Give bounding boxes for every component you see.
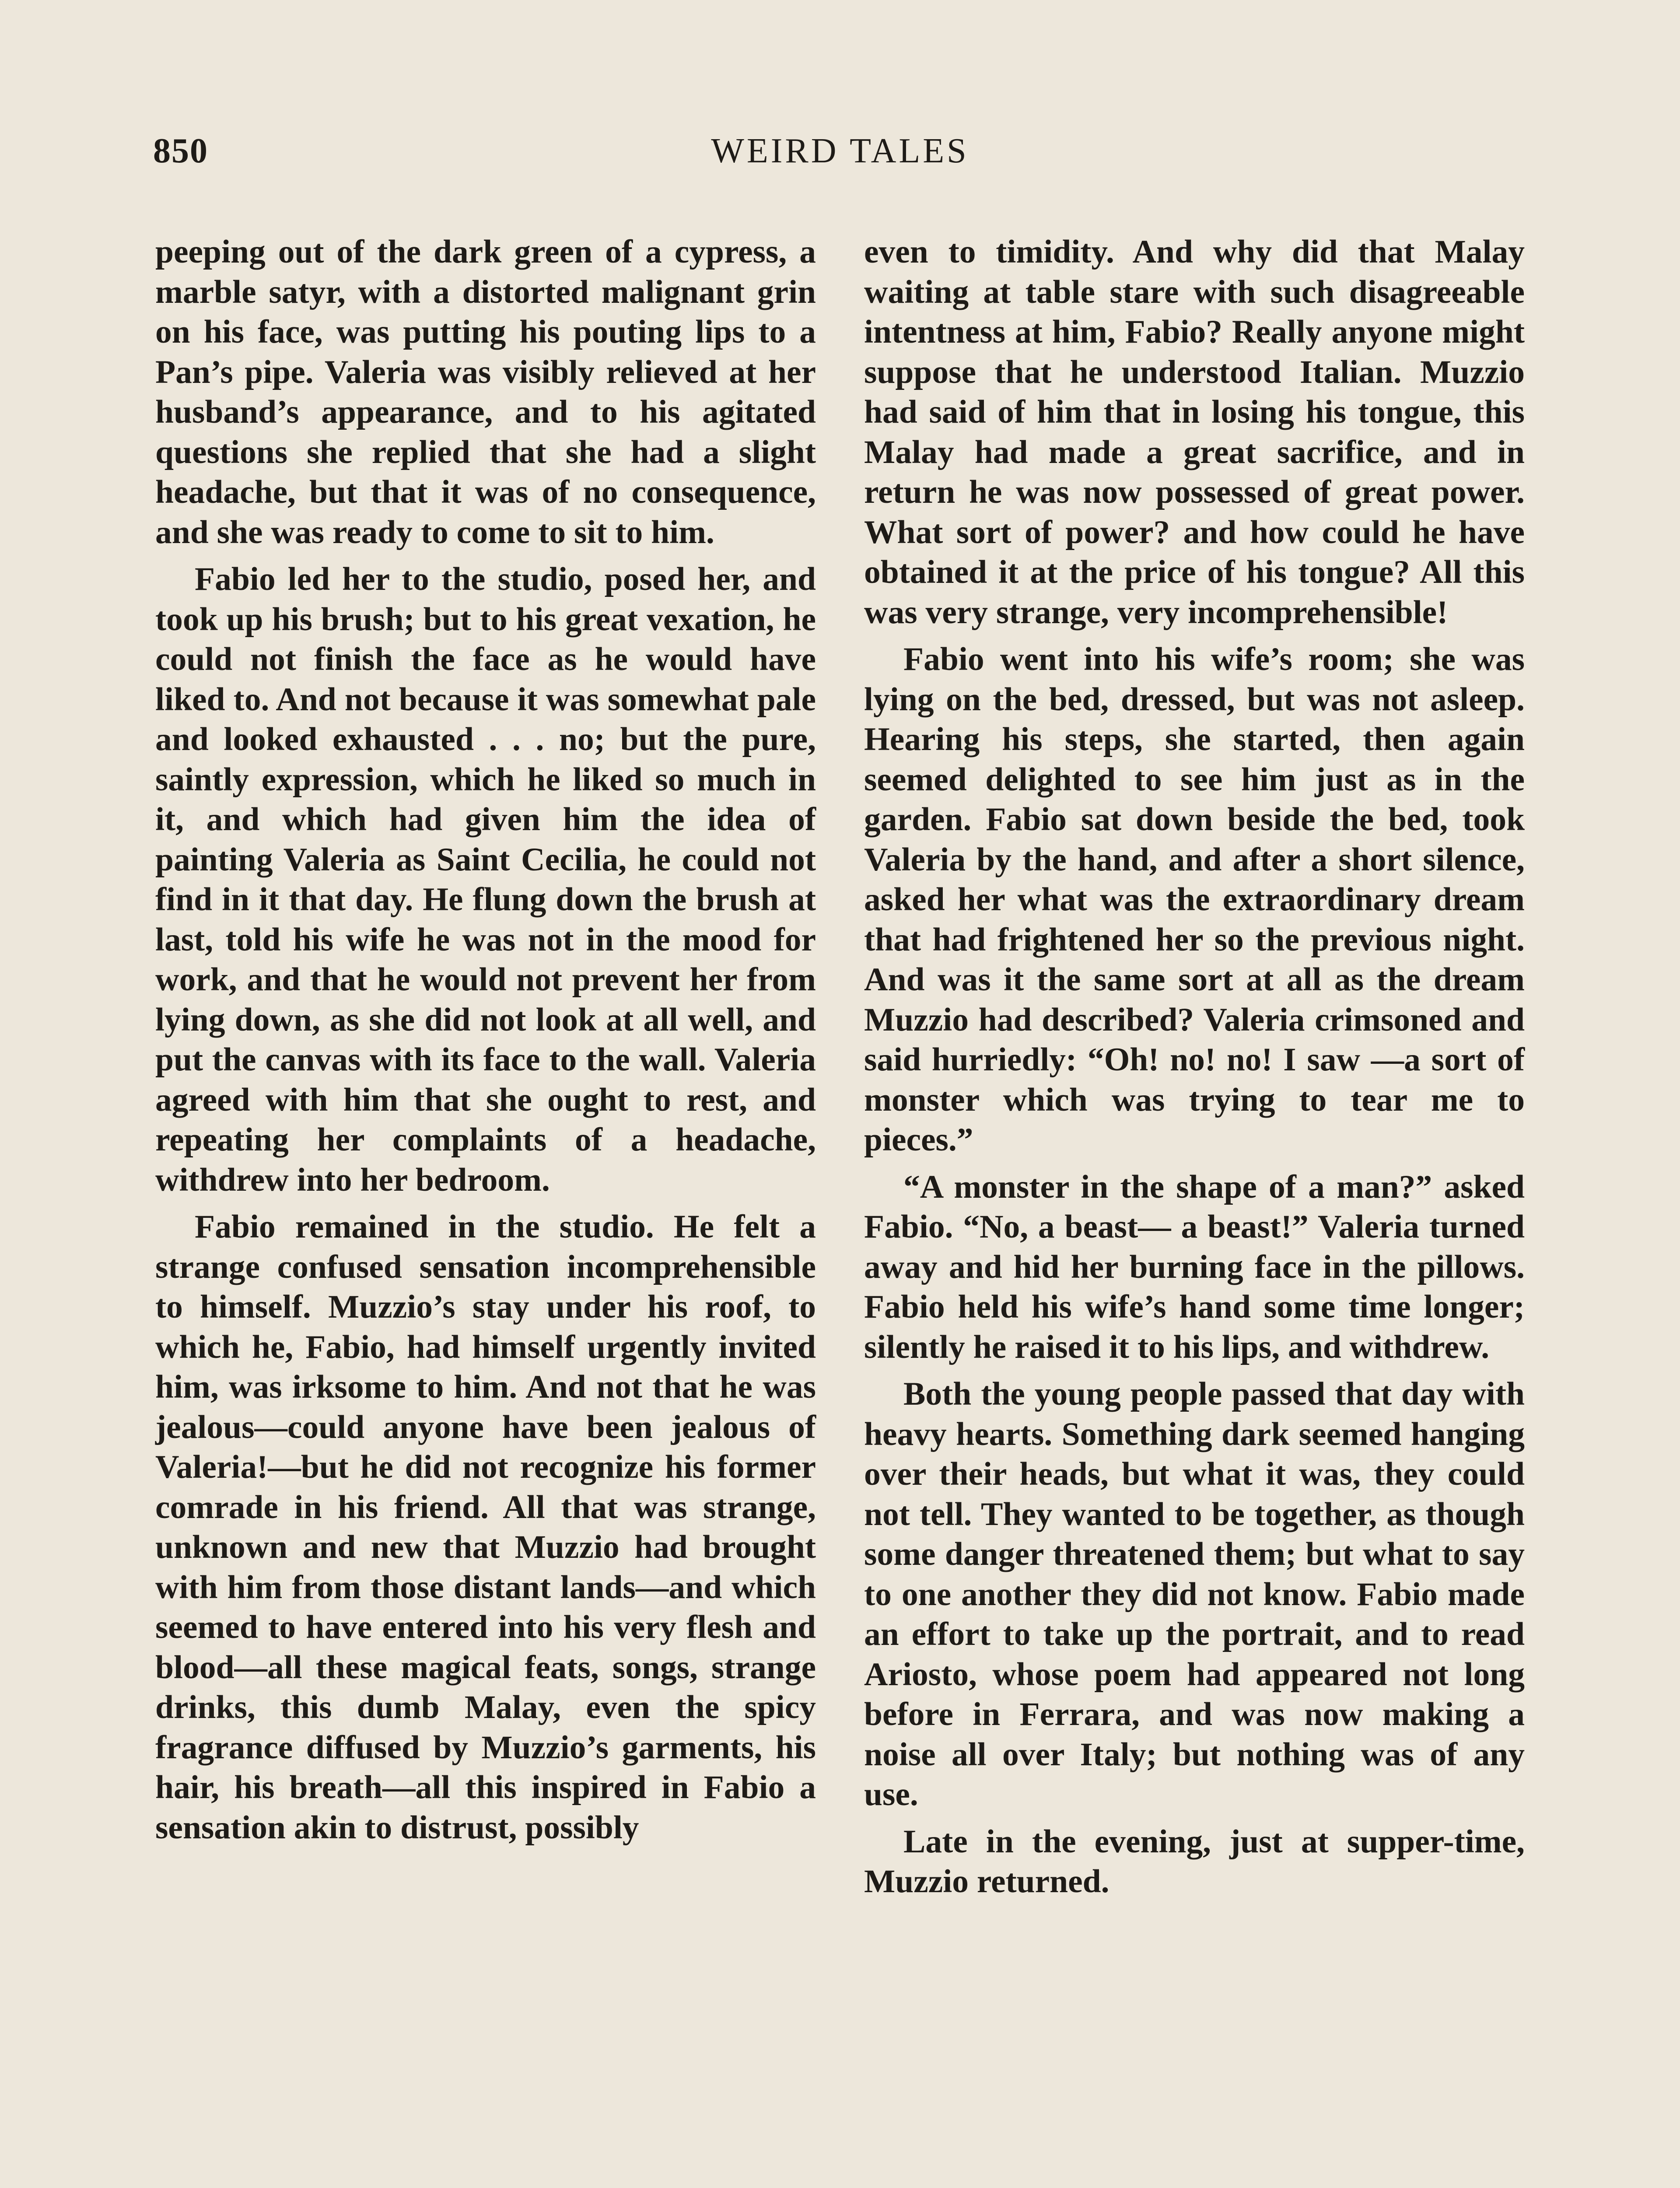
left-column [155, 232, 816, 1855]
page-number: 850 [153, 132, 208, 170]
paragraph: “A monster in the shape of a man?” asked Fabio. “No, a beast— a beast!” Valeria turned away and hid her burning face in the pillows. Fabio held his wife’s hand some time longer; silently he raised it to his lips, and withdrew. [864, 1168, 1525, 1365]
paragraph: Fabio led her to the studio, posed her, and took up his brush; but to his great vexation, he could not finish the face as he would have liked to. And not because it was somewhat pale and looked exhausted . . . no; but the pure, saintly expression, which he liked so much in it, and which had given him the idea of painting Valeria as Saint Cecilia, he could not find in it that day. He flung down the brush at last, told his wife he was not in the mood for work, and that he would not prevent her from lying down, as she did not look at all well, and put the canvas with its face to the wall. Valeria agreed with him that she ought to rest, and repeating her complaints of a headache, withdrew into her bedroom. [155, 561, 816, 1198]
page-header [153, 131, 1527, 179]
right-column [864, 232, 1525, 1909]
paragraph: Both the young people passed that day with heavy hearts. Something dark seemed hanging over their heads, but what it was, they could not tell. They wanted to be together, as though some danger threatened them; but what to say to one another they did not know. Fabio made an effort to take up the portrait, and to read Ariosto, whose poem had appeared not long before in Ferrara, and was now making a noise all over Italy; but nothing was of any use. [864, 1376, 1525, 1813]
paragraph: Fabio remained in the studio. He felt a strange confused sensation incomprehensible to himself. Muzzio’s stay under his roof, to which he, Fabio, had himself urgently invited him, was irksome to him. And not that he was jealous—could anyone have been jealous of Valeria!—but he did not recognize his former comrade in his friend. All that was strange, unknown and new that Muzzio had brought with him from those distant lands—and which seemed to have entered into his very flesh and blood—all these magical feats, songs, strange drinks, this dumb Malay, even the spicy fragrance diffused by Muzzio’s garments, his hair, his breath—all this inspired in Fabio a sensation akin to distrust, possibly [155, 1209, 816, 1846]
paragraph: Fabio went into his wife’s room; she was lying on the bed, dressed, but was not asleep. Hearing his steps, she started, then again seemed delighted to see him just as in the garden. Fabio sat down beside the bed, took Valeria by the hand, and after a short silence, asked her what was the extraordinary dream that had frightened her so the previous night. And was it the same sort at all as the dream Muzzio had described? Valeria crimsoned and said hurriedly: “Oh! no! no! I saw —a sort of monster which was trying to tear me to pieces.” [864, 641, 1525, 1158]
running-title: WEIRD TALES [711, 132, 969, 170]
paragraph: even to timidity. And why did that Malay waiting at table stare with such disagreeable intentness at him, Fabio? Really anyone might suppose that he understood Italian. Muzzio had said of him that in losing his tongue, this Malay had made a great sacrifice, and in return he was now possessed of great power. What sort of power? and how could he have obtained it at the price of his tongue? All this was very strange, very incomprehensible! [864, 234, 1525, 631]
paragraph: peeping out of the dark green of a cypress, a marble satyr, with a distorted malignant grin on his face, was putting his pouting lips to a Pan’s pipe. Valeria was visibly relieved at her husband’s appearance, and to his agitated questions she replied that she had a slight headache, but that it was of no consequence, and she was ready to come to sit to him. [155, 234, 816, 551]
paragraph: Late in the evening, just at supper-time, Muzzio returned. [864, 1823, 1525, 1900]
